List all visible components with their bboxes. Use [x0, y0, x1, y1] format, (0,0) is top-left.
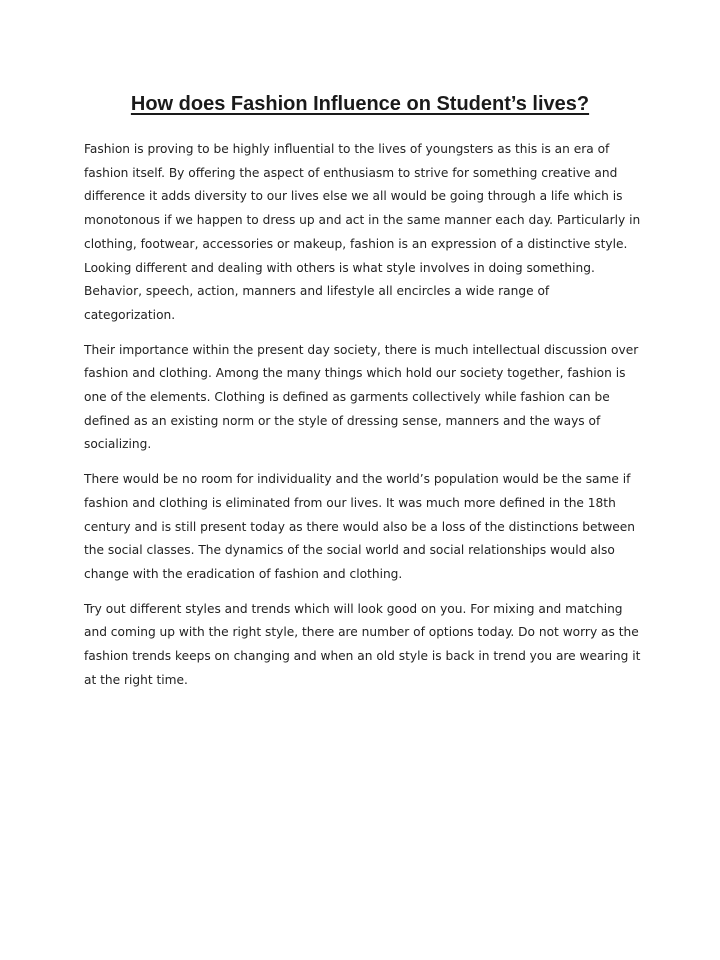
- paragraph-1: Fashion is proving to be highly influential to the lives of youngsters as this is an era of fashion itself. By offering the aspect of enthusiasm to strive for something creative and difference it adds diversity to our lives else we all would be going through a life which is monotonous if we happen to dress up and act in the same manner each day. Particularly in clothing, footwear, accessories or makeup, fashion is an expression of a distinctive style. Looking different and dealing with others is what style involves in doing something. Behavior, speech, action, manners and lifestyle all encircles a wide range of categorization.: [84, 142, 641, 322]
- document-body: [84, 138, 644, 703]
- document-title-text: How does Fashion Influence on Student’s lives?: [130, 93, 590, 115]
- document-title: [0, 90, 720, 118]
- paragraph-3: There would be no room for individuality and the world’s population would be the same if fashion and clothing is eliminated from our lives. It was much more defined in the 18th century and is still present today as there would also be a loss of the distinctions between the social classes. The dynamics of the social world and social relationships would also change with the eradication of fashion and clothing.: [84, 472, 636, 581]
- paragraph-2: Their importance within the present day society, there is much intellectual discussion over fashion and clothing. Among the many things which hold our society together, fashion is one of the elements. Clothing is defined as garments collectively while fashion can be defined as an existing norm or the style of dressing sense, manners and the ways of socializing.: [84, 342, 639, 452]
- paragraph-4: Try out different styles and trends which will look good on you. For mixing and matching and coming up with the right style, there are number of options today. Do not worry as the fashion trends keeps on changing and when an old style is back in trend you are wearing it at the right time.: [84, 601, 641, 687]
